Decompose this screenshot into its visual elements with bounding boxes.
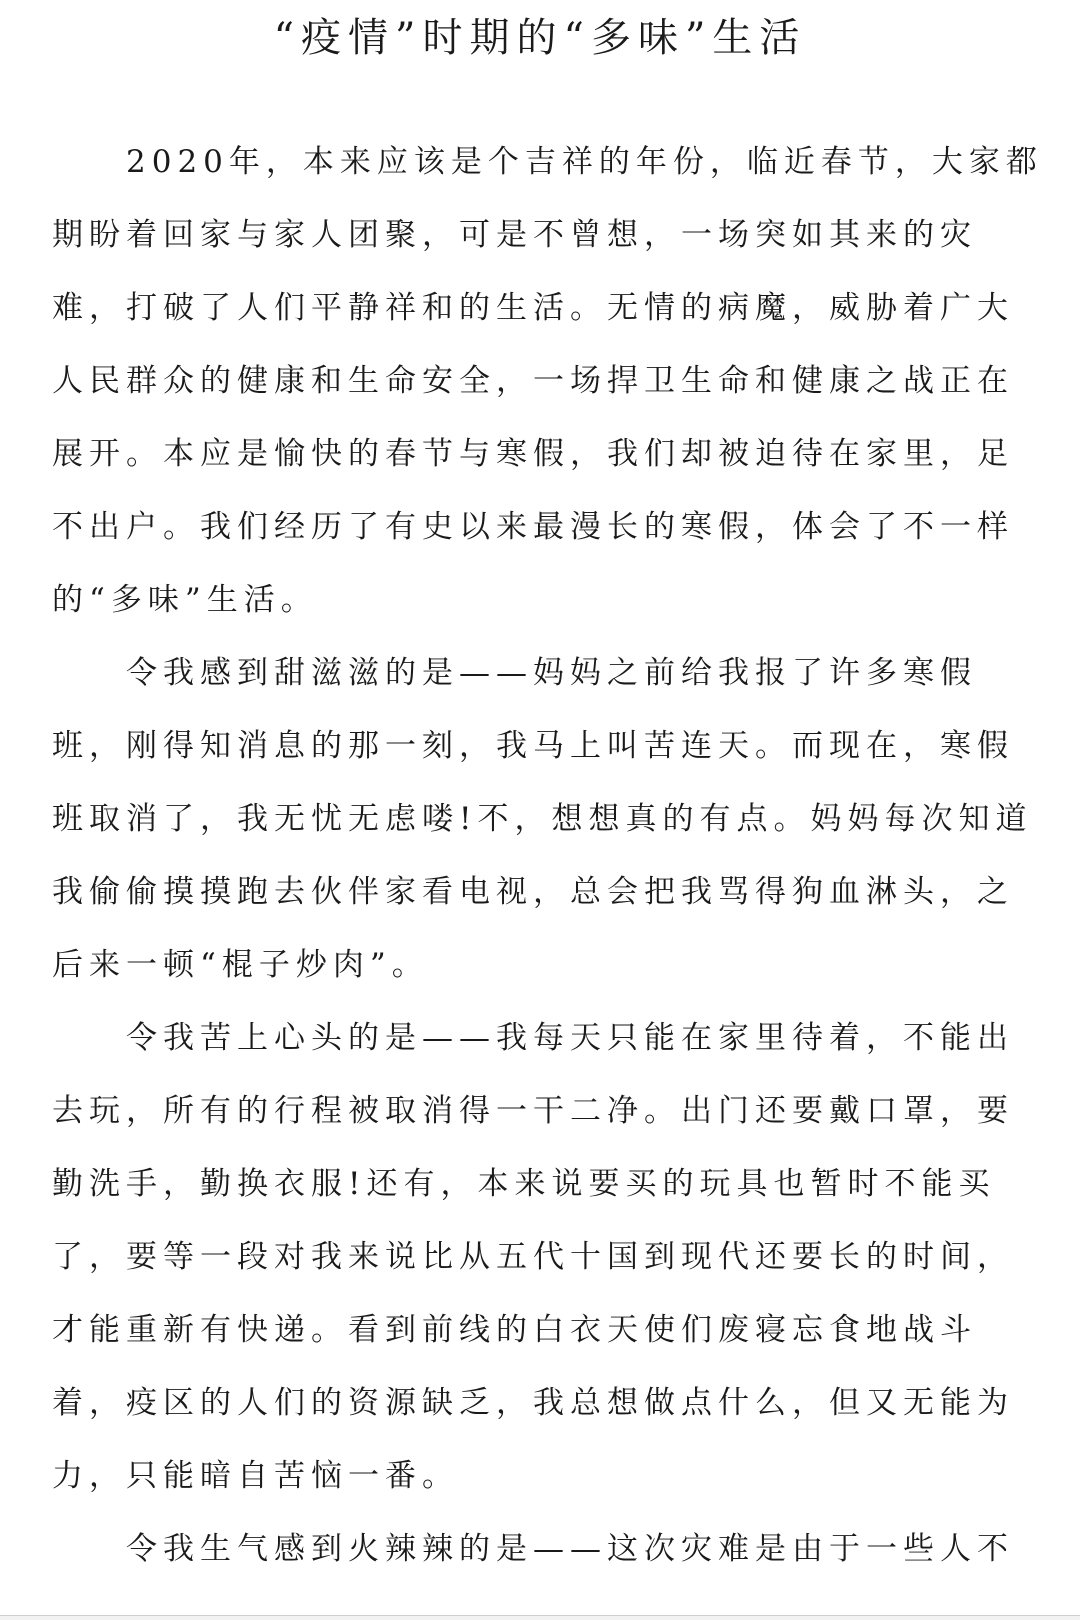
text-line: 令我感到甜滋滋的是——妈妈之前给我报了许多寒假: [52, 655, 977, 691]
text-line: 人民群众的健康和生命安全，一场捍卫生命和健康之战正在: [52, 363, 1014, 399]
text-line: 不出户。我们经历了有史以来最漫长的寒假，体会了不一样: [52, 509, 1014, 545]
document-title: “疫情”时期的“多味”生活: [273, 15, 807, 61]
text-line: 令我生气感到火辣辣的是——这次灾难是由于一些人不: [52, 1531, 1014, 1567]
text-line: 去玩，所有的行程被取消得一干二净。出门还要戴口罩，要: [52, 1093, 1014, 1129]
text-line: 2020年，本来应该是个吉祥的年份，临近春节，大家都: [52, 144, 1043, 180]
text-line: 期盼着回家与家人团聚，可是不曾想，一场突如其来的灾: [52, 217, 977, 253]
text-line: 勤洗手，勤换衣服!还有，本来说要买的玩具也暂时不能买: [52, 1166, 996, 1202]
text-line: 班取消了，我无忧无虑喽!不，想想真的有点。妈妈每次知道: [52, 801, 1033, 837]
text-line: 令我苦上心头的是——我每天只能在家里待着，不能出: [52, 1020, 1014, 1056]
text-line: 的“多味”生活。: [52, 582, 318, 618]
text-line: 了，要等一段对我来说比从五代十国到现代还要长的时间，: [52, 1239, 1014, 1275]
text-line: 班，刚得知消息的那一刻，我马上叫苦连天。而现在，寒假: [52, 728, 1014, 764]
text-line: 着，疫区的人们的资源缺乏，我总想做点什么，但又无能为: [52, 1385, 1014, 1421]
text-line: 后来一顿“棍子炒肉”。: [52, 947, 429, 983]
page-bottom-edge: [0, 1615, 1080, 1620]
text-line: 力，只能暗自苦恼一番。: [52, 1458, 459, 1494]
document-body: [52, 126, 1052, 1586]
text-line: 才能重新有快递。看到前线的白衣天使们废寝忘食地战斗: [52, 1312, 977, 1348]
text-line: 展开。本应是愉快的春节与寒假，我们却被迫待在家里，足: [52, 436, 1014, 472]
text-line: 我偷偷摸摸跑去伙伴家看电视，总会把我骂得狗血淋头，之: [52, 874, 1014, 910]
text-line: 难，打破了人们平静祥和的生活。无情的病魔，威胁着广大: [52, 290, 1014, 326]
